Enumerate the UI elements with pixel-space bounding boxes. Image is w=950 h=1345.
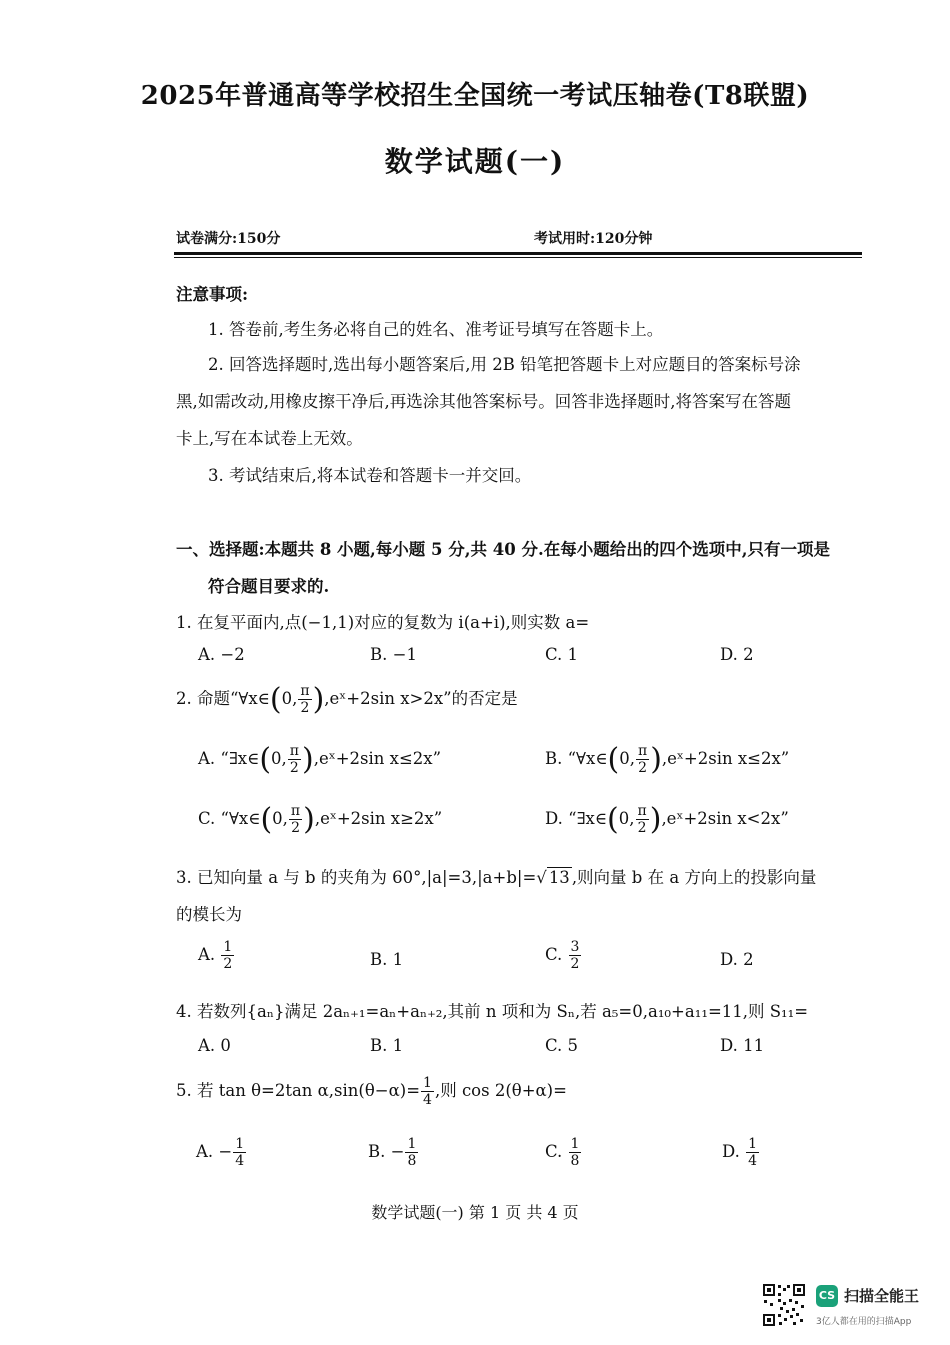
notice-item-1: 1. 答卷前,考生务必将自己的姓名、准考证号填写在答题卡上。: [208, 320, 664, 339]
question-5-option-c: C. $\frac{1}{8}$: [545, 1136, 580, 1169]
question-4-option-a: A. 0: [198, 1036, 231, 1055]
question-4-option-d: D. 11: [720, 1036, 765, 1055]
question-5-option-b: B. − $\frac{1}{8}$: [368, 1136, 417, 1169]
question-2-stem: 2. 命题“∀x∈(0, $\frac{\pi}{2}$ ),eˣ+2sin x>2x”的否定是: [176, 682, 518, 717]
header-rule-thick: [174, 252, 862, 255]
notice-item-2-line-2: 黑,如需改动,用橡皮擦干净后,再选涂其他答案标号。回答非选择题时,将答案写在答题: [176, 392, 791, 411]
exam-time: 考试用时:120分钟: [534, 231, 653, 247]
question-3-option-b: B. 1: [370, 950, 404, 969]
question-4-option-b: B. 1: [370, 1036, 404, 1055]
camscanner-name: 扫描全能王: [844, 1287, 920, 1305]
question-2-option-a: A. “∃x∈(0, $\frac{\pi}{2}$ ),eˣ+2sin x≤2x”: [198, 742, 442, 777]
notice-heading: 注意事项:: [176, 285, 249, 304]
notice-item-2-line-3: 卡上,写在本试卷上无效。: [176, 429, 363, 448]
question-4-stem: 4. 若数列{aₙ}满足 2aₙ₊₁=aₙ+aₙ₊₂,其前 n 项和为 Sₙ,若 a₅=0,a₁₀+a₁₁=11,则 S₁₁=: [176, 1002, 809, 1021]
question-3-option-d: D. 2: [720, 950, 754, 969]
question-1-option-c: C. 1: [545, 645, 579, 664]
notice-item-2-line-1: 2. 回答选择题时,选出每小题答案后,用 2B 铅笔把答题卡上对应题目的答案标号涂: [208, 355, 801, 374]
section-1-heading-line-1: 一、选择题:本题共 8 小题,每小题 5 分,共 40 分.在每小题给出的四个选项中,只有一项是: [176, 540, 830, 559]
question-4-option-c: C. 5: [545, 1036, 579, 1055]
question-2-option-c: C. “∀x∈(0, $\frac{\pi}{2}$ ),eˣ+2sin x≥2x”: [198, 802, 443, 837]
question-1-stem: 1. 在复平面内,点(−1,1)对应的复数为 i(a+i),则实数 a=: [176, 613, 590, 632]
question-2-option-d: D. “∃x∈(0, $\frac{\pi}{2}$ ),eˣ+2sin x<2x”: [545, 802, 789, 837]
notice-item-3: 3. 考试结束后,将本试卷和答题卡一并交回。: [208, 466, 532, 485]
paper-subtitle: 数学试题(一): [384, 145, 566, 178]
question-5-option-d: D. $\frac{1}{4}$: [722, 1136, 758, 1169]
question-3-option-c: C. $\frac{3}{2}$: [545, 939, 580, 972]
header-rule-thin: [174, 257, 862, 258]
question-1-option-a: A. −2: [198, 645, 245, 664]
camscanner-logo: CS: [816, 1285, 838, 1307]
section-1-heading-line-2: 符合题目要求的.: [208, 577, 330, 596]
question-3-stem-line-2: 的模长为: [176, 905, 242, 924]
question-3-option-a: A. $\frac{1}{2}$: [198, 939, 233, 972]
question-5-stem: 5. 若 tan θ=2tan α,sin(θ−α)= $\frac{1}{4}$ ,则 cos 2(θ+α)=: [176, 1075, 567, 1108]
full-score: 试卷满分:150分: [176, 231, 281, 247]
question-3-stem-line-1: 3. 已知向量 a 与 b 的夹角为 60°,|a|=3,|a+b|=√ 13 ,则向量 b 在 a 方向上的投影向量: [176, 868, 817, 887]
exam-title: 2025年普通高等学校招生全国统一考试压轴卷(T8联盟): [140, 81, 810, 111]
question-2-option-b: B. “∀x∈(0, $\frac{\pi}{2}$ ),eˣ+2sin x≤2x”: [545, 742, 790, 777]
qr-code-icon: [762, 1283, 806, 1327]
question-1-option-b: B. −1: [370, 645, 417, 664]
page-footer: 数学试题(一) 第 1 页 共 4 页: [371, 1203, 579, 1222]
camscanner-tagline: 3亿人都在用的扫描App: [816, 1317, 912, 1327]
question-5-option-a: A. − $\frac{1}{4}$: [196, 1136, 245, 1169]
question-1-option-d: D. 2: [720, 645, 754, 664]
